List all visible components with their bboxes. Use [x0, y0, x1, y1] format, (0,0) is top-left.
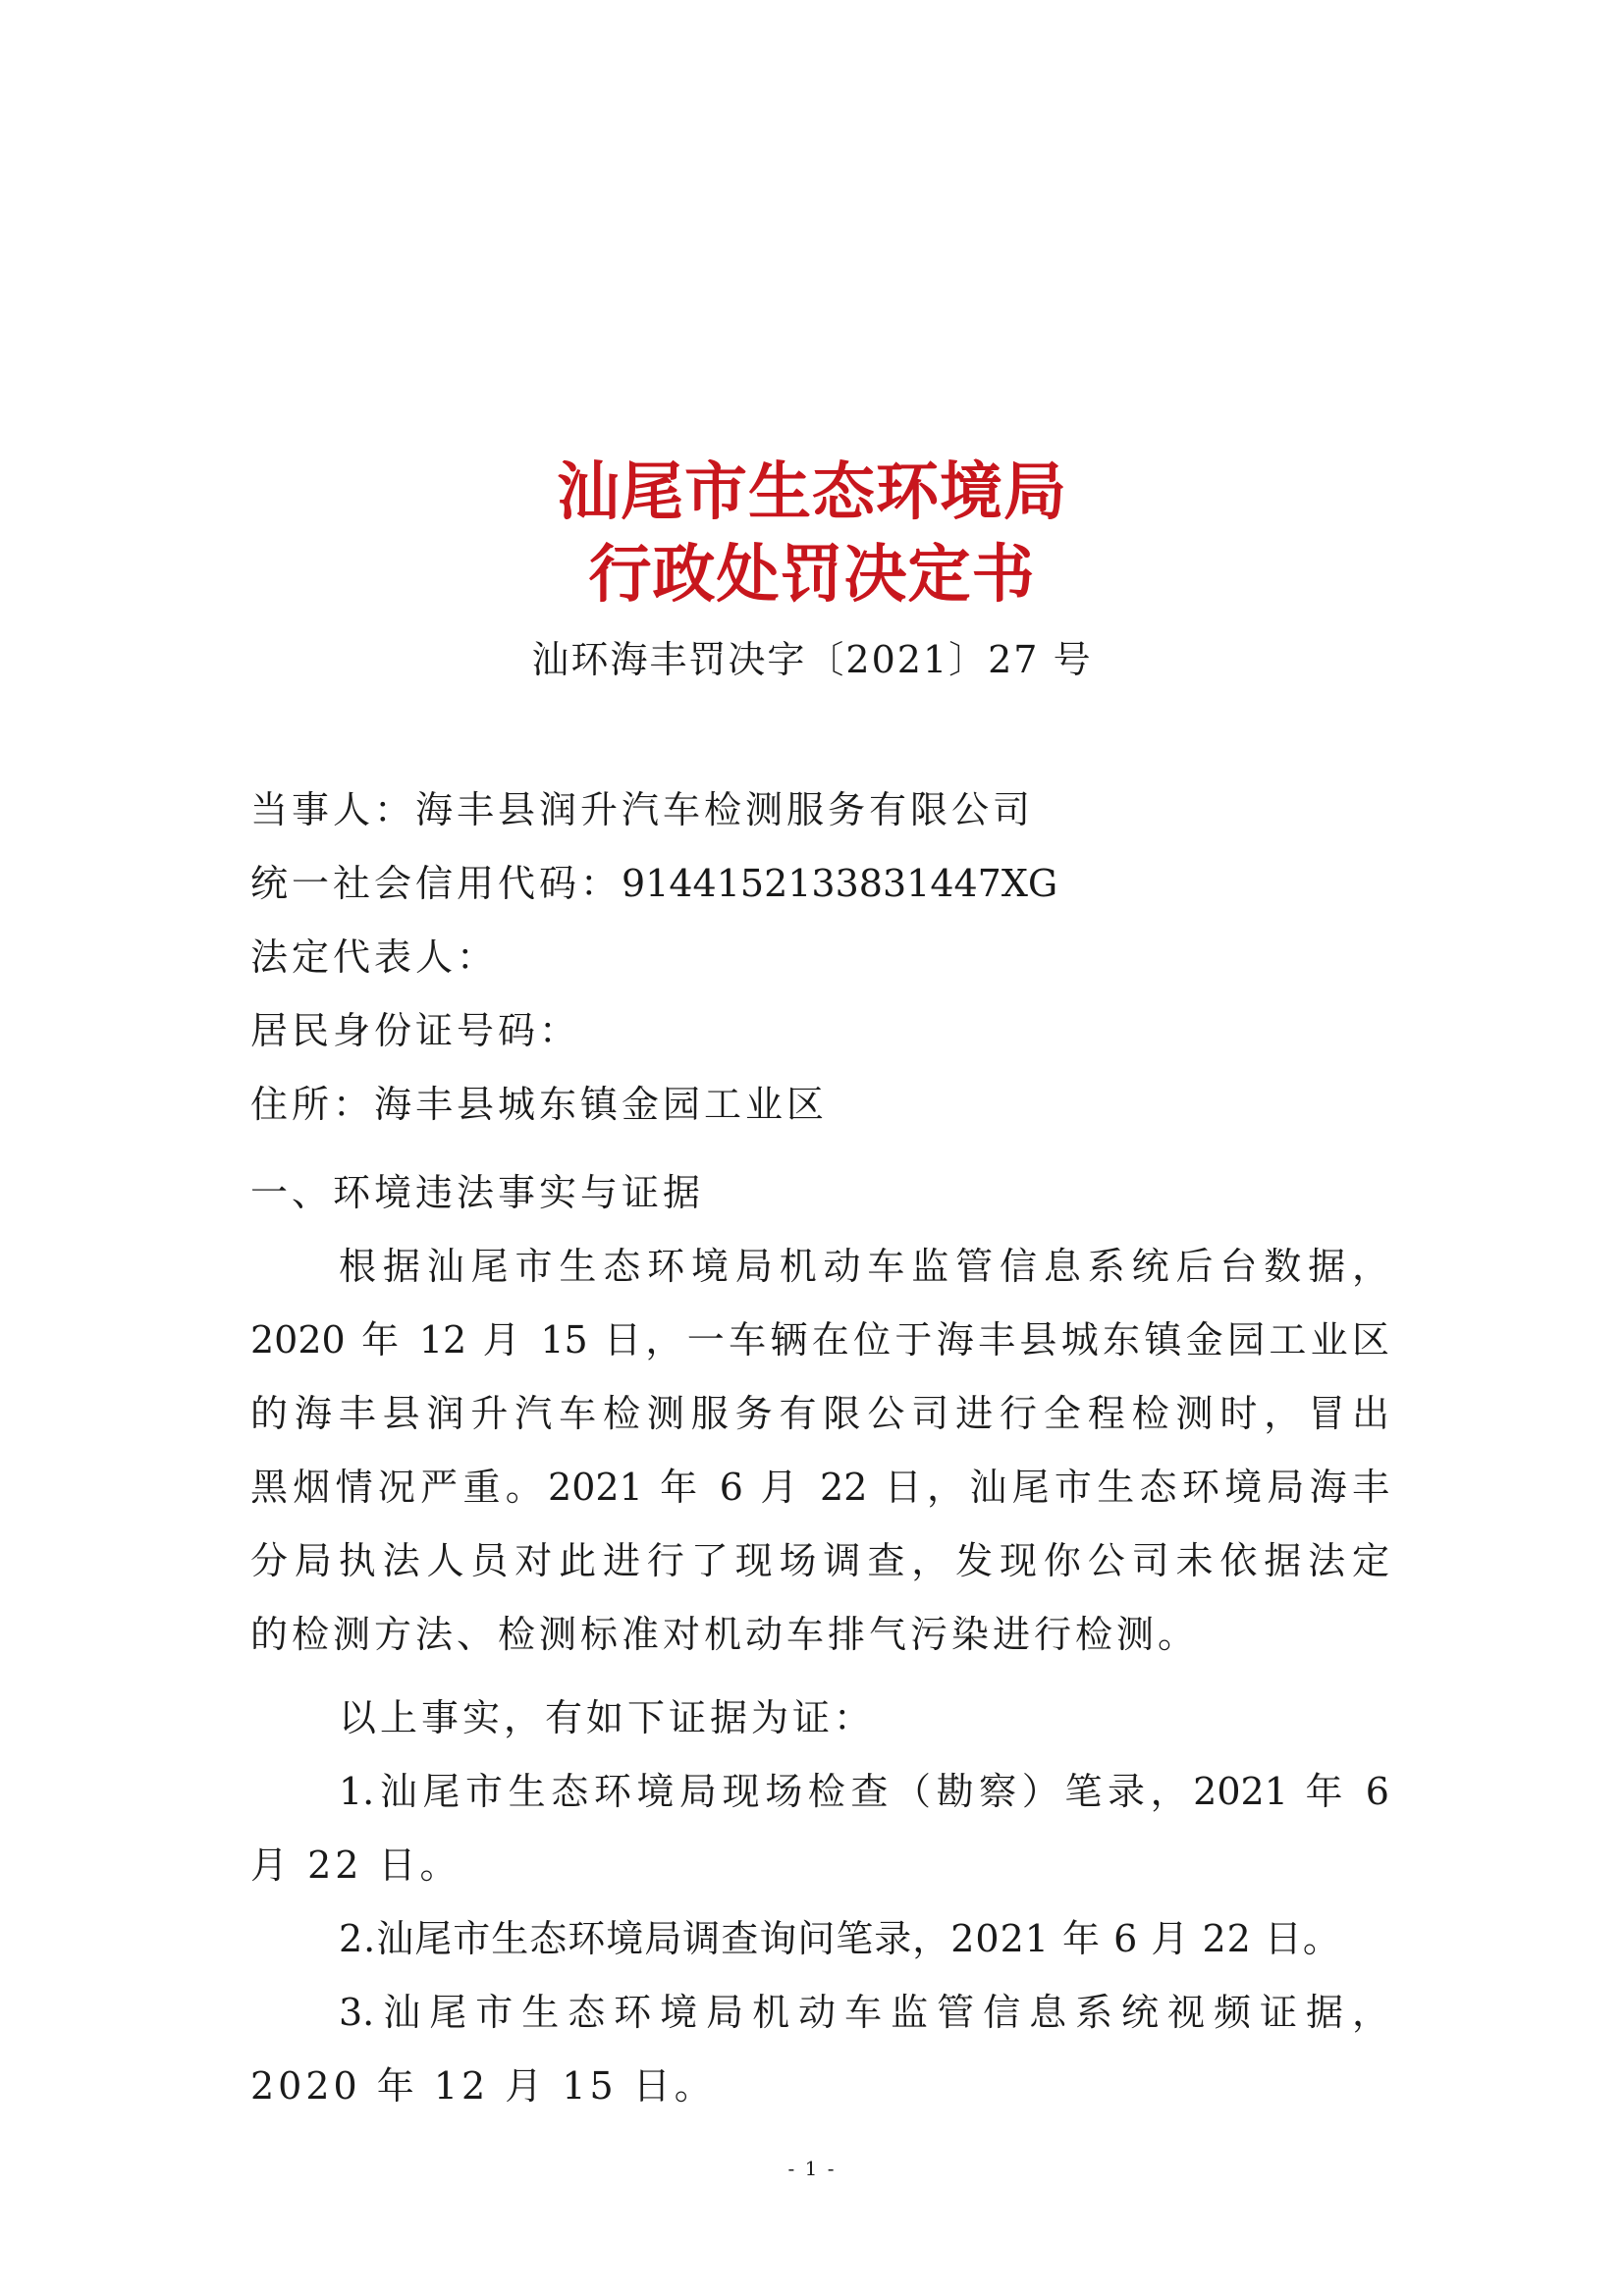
paragraph-line: 的海丰县润升汽车检测服务有限公司进行全程检测时，冒出 — [250, 1392, 1389, 1435]
credit-code-label: 统一社会信用代码： — [250, 862, 623, 905]
evidence-item-1-cont: 月 22 日。 — [250, 1843, 461, 1887]
address: 海丰县城东镇金园工业区 — [374, 1083, 829, 1126]
page-number: - 1 - — [787, 2157, 837, 2180]
legal-rep-label: 法定代表人： — [250, 935, 499, 979]
document-number: 汕环海丰罚决字〔2021〕27 号 — [531, 638, 1093, 681]
id-number-label: 居民身份证号码： — [250, 1009, 581, 1052]
document-type-title: 行政处罚决定书 — [588, 538, 1036, 612]
credit-code-line — [250, 854, 1389, 913]
section-heading: 一、环境违法事实与证据 — [250, 1171, 705, 1214]
evidence-item-2: 2.汕尾市生态环境局调查询问笔录，2021 年 6 月 22 日。 — [339, 1917, 1341, 1960]
evidence-item-3: 3.汕尾市生态环境局机动车监管信息系统视频证据， — [339, 1991, 1389, 2034]
evidence-intro: 以上事实，有如下证据为证： — [339, 1696, 876, 1739]
legal-rep-line — [250, 928, 1389, 987]
party-name-line — [250, 780, 1389, 839]
party-name-label: 当事人： — [250, 788, 416, 831]
evidence-item-3-cont: 2020 年 12 月 15 日。 — [250, 2064, 716, 2108]
address-label: 住所： — [250, 1083, 375, 1126]
paragraph-line: 2020 年 12 月 15 日，一车辆在位于海丰县城东镇金园工业区 — [250, 1318, 1389, 1362]
paragraph-line: 分局执法人员对此进行了现场调查，发现你公司未依据法定 — [250, 1539, 1389, 1582]
evidence-item-1: 1.汕尾市生态环境局现场检查（勘察）笔录，2021 年 6 — [339, 1770, 1389, 1813]
agency-title: 汕尾市生态环境局 — [557, 455, 1067, 529]
address-line — [250, 1075, 1389, 1134]
paragraph-line: 黑烟情况严重。2021 年 6 月 22 日，汕尾市生态环境局海丰 — [250, 1466, 1389, 1509]
paragraph-line: 的检测方法、检测标准对机动车排气污染进行检测。 — [250, 1613, 1200, 1656]
paragraph-line: 根据汕尾市生态环境局机动车监管信息系统后台数据， — [339, 1245, 1389, 1288]
credit-code: 9144152133831447XG — [622, 862, 1058, 905]
id-number-line — [250, 1001, 1389, 1060]
party-name: 海丰县润升汽车检测服务有限公司 — [415, 788, 1035, 831]
